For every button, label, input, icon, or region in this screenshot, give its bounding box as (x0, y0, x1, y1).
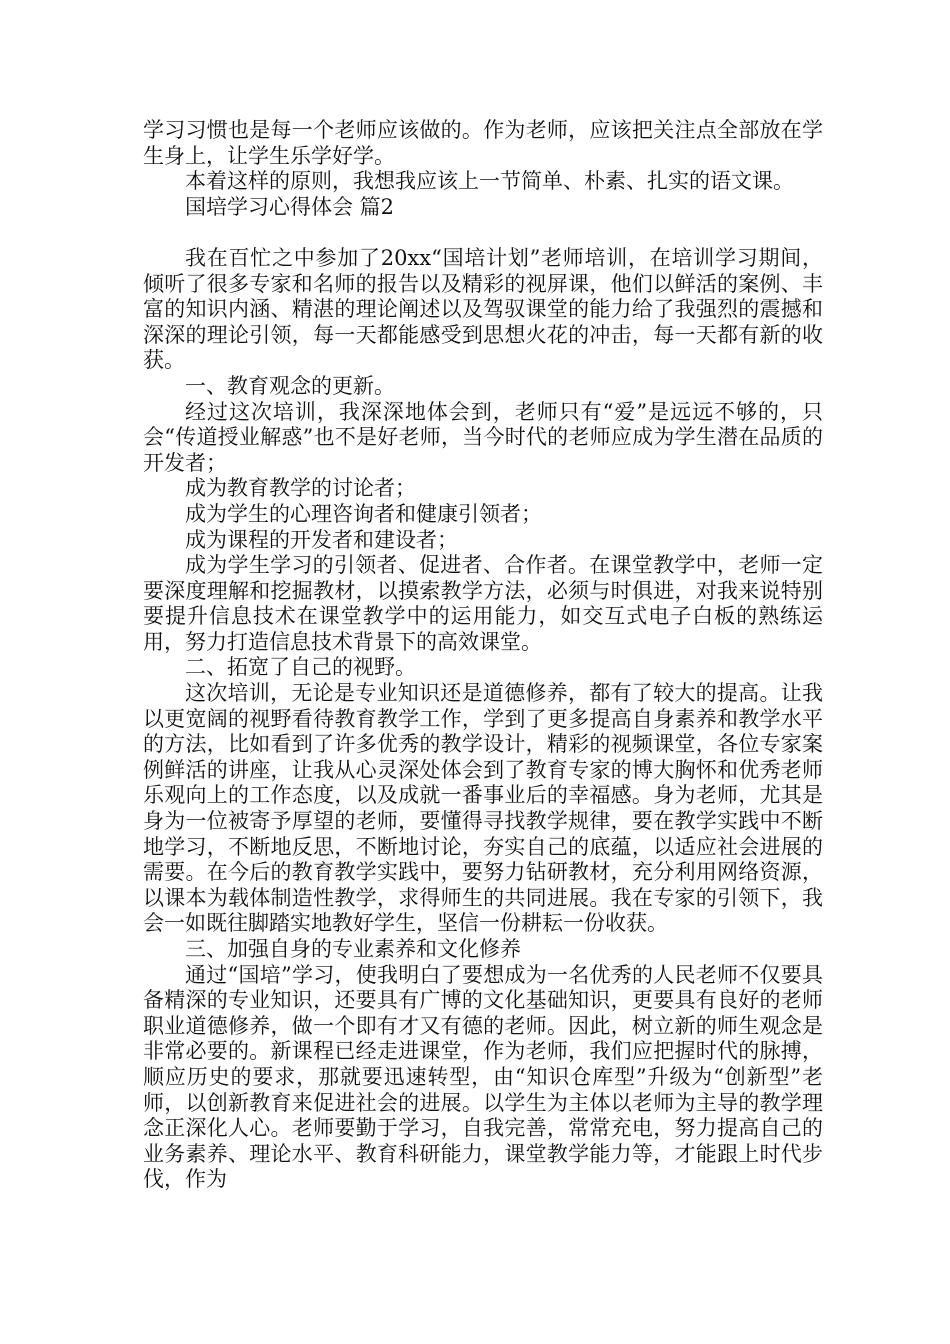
paragraph-7: 成为教育教学的讨论者； (185, 476, 416, 501)
paragraph-8: 成为学生的心理咨询者和健康引领者； (185, 501, 542, 526)
paragraph-14: 通过“国培”学习，使我明白了要想成为一名优秀的人民老师不仅要具备精深的专业知识，还要具有广博的文化基础知识，更要具有良好的老师职业道德修养，做一个即有才又有德的老师。因此，树立新的师生观念是非常必要的。新课程已经走进课堂，作为老师，我们应把握时代的脉搏，顺应历史的要求，那就要迅速转型，由“知识仓库型”升级为“创新型”老师，以创新教育来促进社会的进展。以学生为主体以老师为主导的教学理念正深化人心。老师要勤于学习，自我完善，常常充电，努力提高自己的业务素养、理论水平、教育科研能力，课堂教学能力等，才能跟上时代步伐，作为 (143, 962, 823, 1192)
paragraph-4: 我在百忙之中参加了20xx“国培计划”老师培训，在培训学习期间，倾听了很多专家和名师的报告以及精彩的视屏课，他们以鲜活的案例、丰富的知识内涵、精湛的理论阐述以及驾驭课堂的能力给了我强烈的震撼和深深的理论引领，每一天都能感受到思想火花的冲击，每一天都有新的收获。 (143, 245, 823, 373)
heading-1: 一、教育观念的更新。 (185, 373, 395, 398)
paragraph-10: 成为学生学习的引领者、促进者、合作者。在课堂教学中，老师一定要深度理解和挖掘教材，以摸索教学方法，必须与时俱进，对我来说特别要提升信息技术在课堂教学中的运用能力，如交互式电子白板的熟练运用，努力打造信息技术背景下的高效课堂。 (143, 553, 823, 654)
paragraph-9: 成为课程的开发者和建设者； (185, 527, 458, 552)
paragraph-2: 本着这样的原则，我想我应该上一节简单、朴素、扎实的语文课。 (185, 169, 794, 194)
paragraph-12: 这次培训，无论是专业知识还是道德修养，都有了较大的提高。让我以更宽阔的视野看待教育教学工作，学到了更多提高自身素养和教学水平的方法，比如看到了许多优秀的教学设计，精彩的视频课堂，各位专家案例鲜活的讲座，让我从心灵深处体会到了教育专家的博大胸怀和优秀老师乐观向上的工作态度，以及成就一番事业后的幸福感。身为老师，尤其是身为一位被寄予厚望的老师，要懂得寻找教学规律，要在教学实践中不断地学习，不断地反思，不断地讨论，夯实自己的底蕴，以适应社会进展的需要。在今后的教育教学实践中，要努力钻研教材，充分利用网络资源，以课本为载体制造性教学，求得师生的共同进展。我在专家的引领下，我会一如既往脚踏实地教好学生，坚信一份耕耘一份收获。 (143, 681, 823, 936)
document-body (143, 118, 823, 1193)
heading-2: 二、拓宽了自己的视野。 (185, 655, 416, 680)
paragraph-6: 经过这次培训，我深深地体会到，老师只有“爱”是远远不够的，只会“传道授业解惑”也不是好老师，当今时代的老师应成为学生潜在品质的开发者； (143, 399, 823, 475)
paragraph-1: 学习习惯也是每一个老师应该做的。作为老师，应该把关注点全部放在学生身上，让学生乐学好学。 (143, 118, 823, 168)
section-title: 国培学习心得体会 篇2 (185, 194, 395, 219)
heading-3: 三、加强自身的专业素养和文化修养 (185, 937, 521, 961)
